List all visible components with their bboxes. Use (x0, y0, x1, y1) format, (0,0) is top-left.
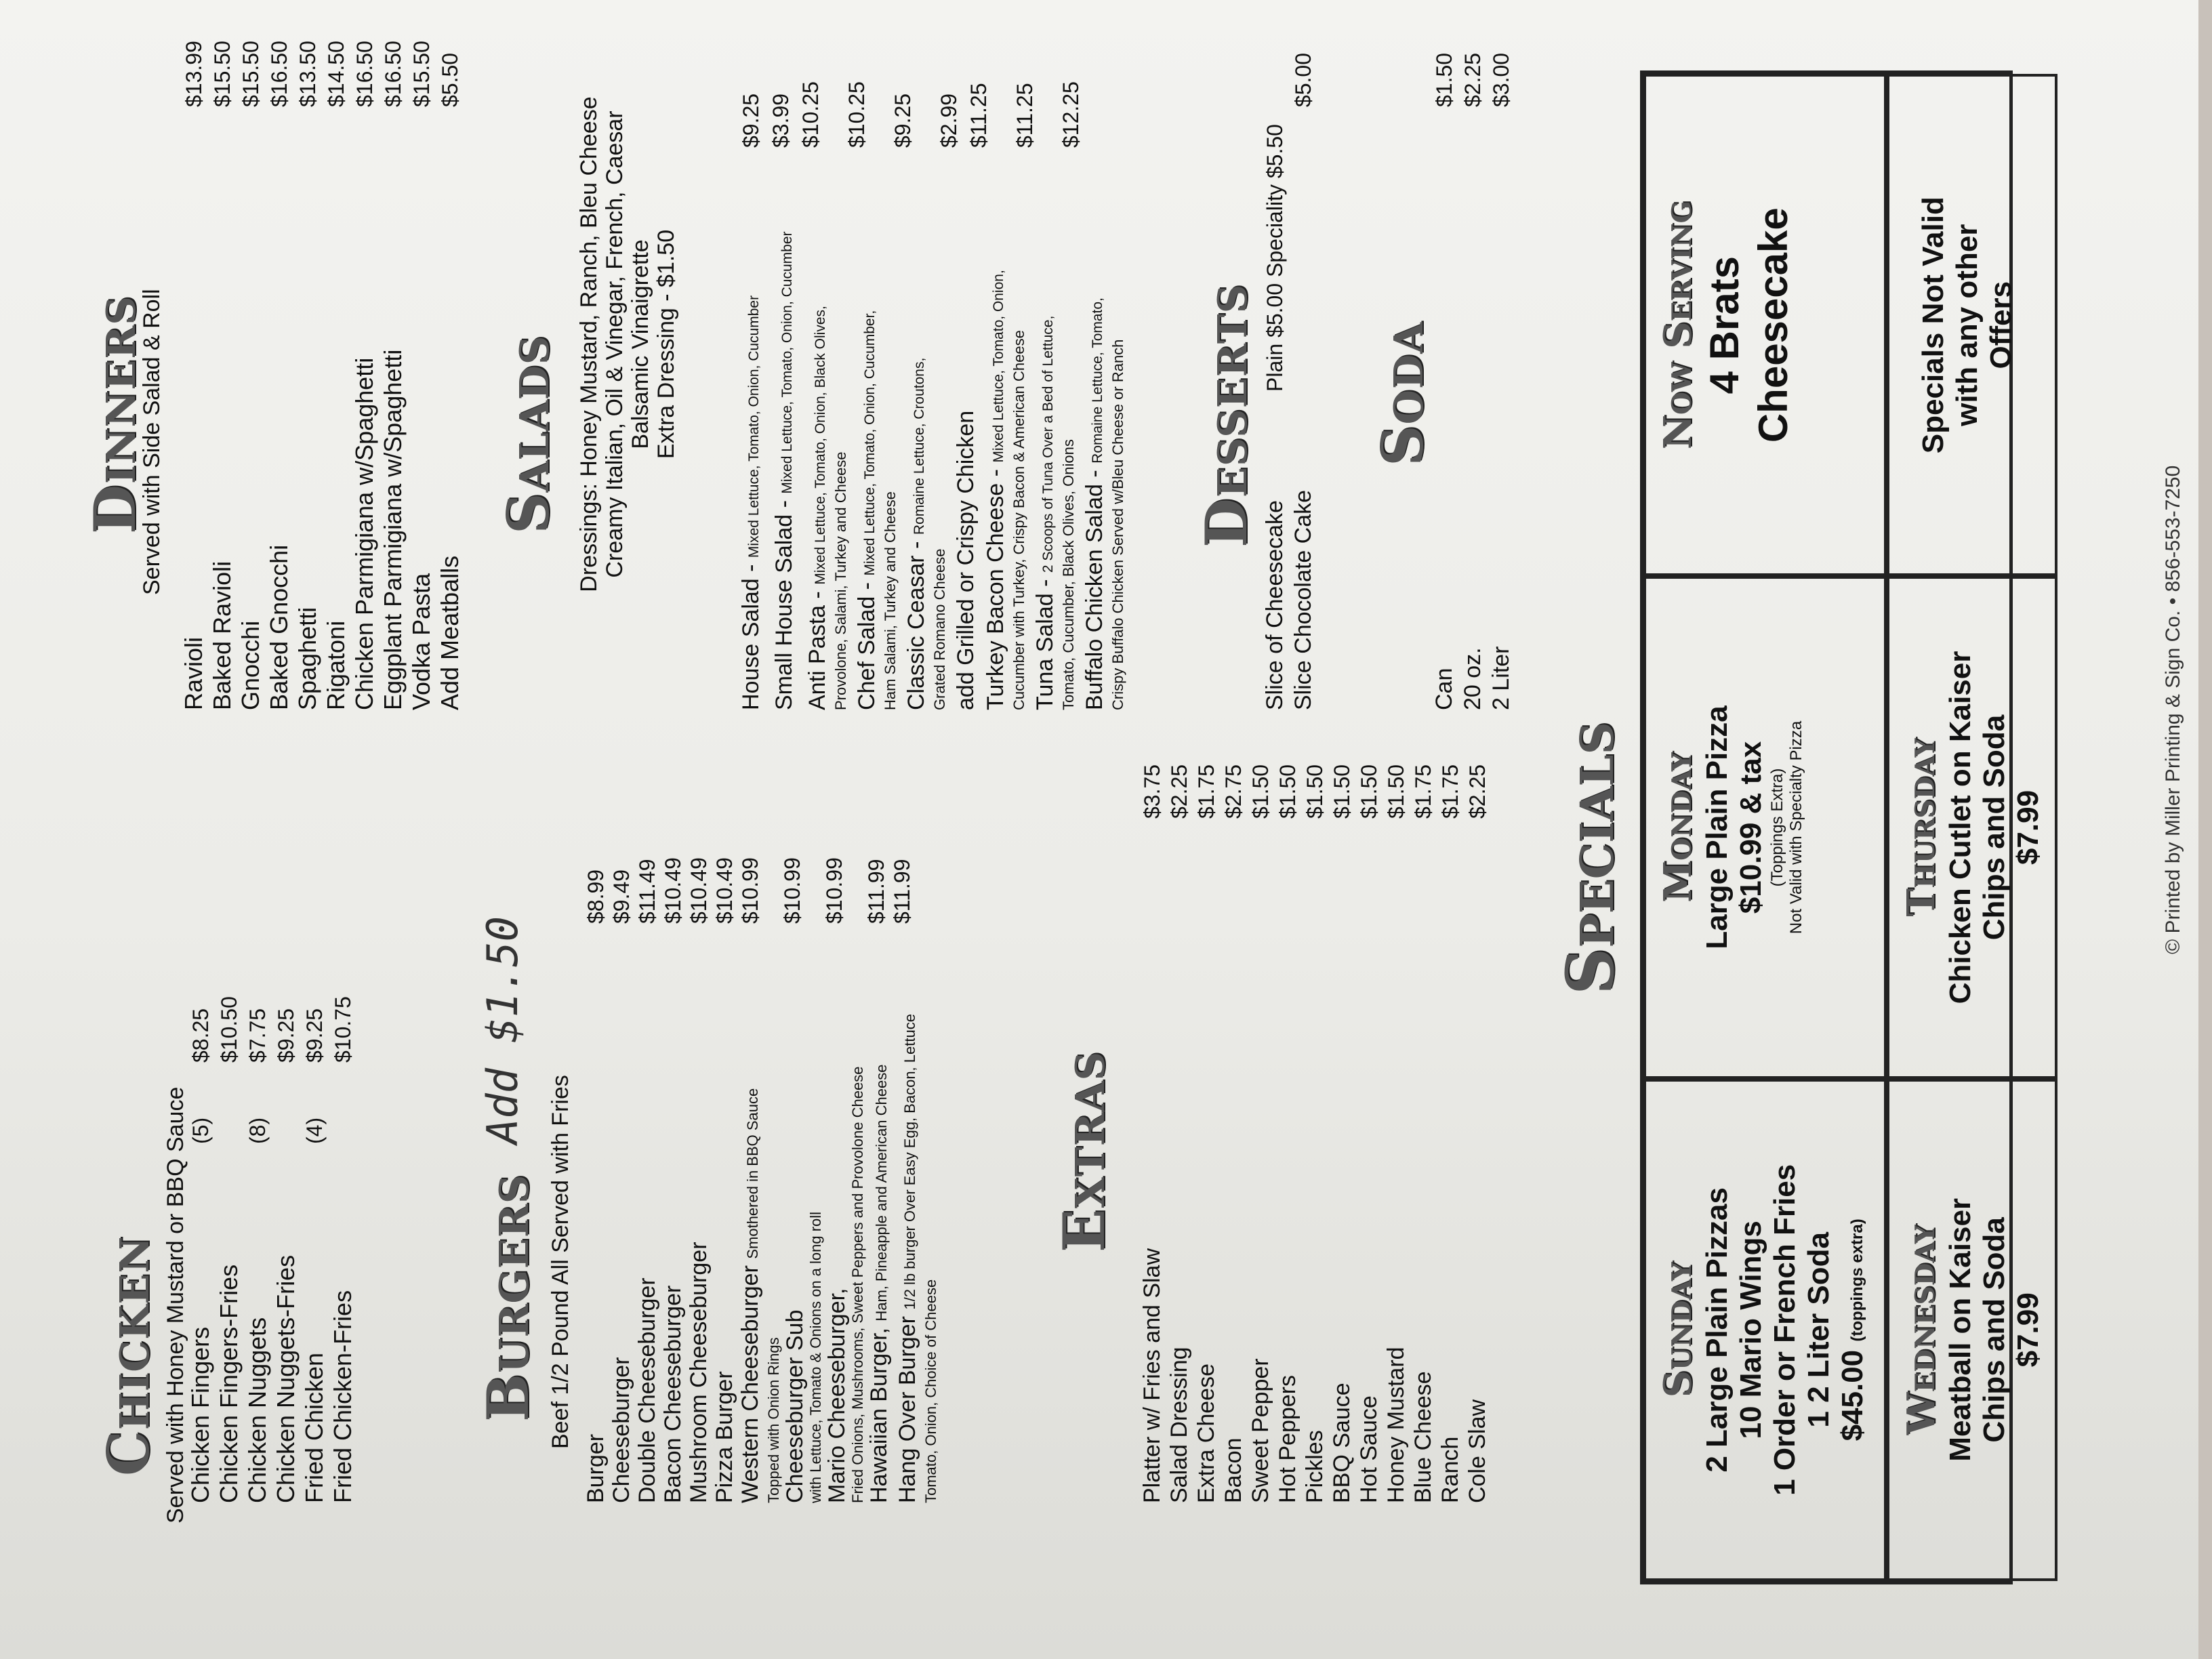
list-item: Turkey Bacon Cheese - Mixed Lettuce, Tomato, Onion, Cucumber with Turkey, Crispy Bacon & American Cheese (983, 270, 1027, 710)
extras-list (1139, 1083, 1491, 1503)
chicken-counts: (5) (8) (4) (188, 1117, 327, 1144)
list-item: Classic Ceasar - Romaine Lettuce, Croutons, Grated Romano Cheese (903, 357, 948, 710)
chicken-list (186, 1205, 357, 1503)
list-item: Ranch (1437, 1436, 1463, 1503)
list-item: Eggplant Parmigiana w/Spaghetti (379, 349, 407, 710)
list-item: Chicken Fingers-Fries (215, 1264, 243, 1503)
list-item: Small House Salad - Mixed Lettuce, Tomato, Onion, Cucumber (771, 231, 797, 710)
list-item: Pizza Burger (712, 1371, 737, 1503)
list-item: Anti Pasta - Mixed Lettuce, Tomato, Onion, Black Olives, Provolone, Salami, Turkey and Cheese (804, 306, 849, 710)
list-item: Chicken Nuggets-Fries (272, 1254, 300, 1503)
list-item: Honey Mustard (1383, 1347, 1409, 1503)
special-monday: Monday Large Plain Pizza $10.99 & tax (Toppings Extra) Not Valid with Specialty Pizza (1643, 576, 1887, 1078)
list-item: Hot Sauce (1356, 1395, 1382, 1503)
list-item: Chicken Parmigiana w/Spaghetti (350, 357, 378, 710)
list-item: Bacon (1221, 1437, 1246, 1503)
list-item: Western Cheeseburger Smothered in BBQ Sauce Topped with Onion Rings (737, 1088, 782, 1503)
burgers-list (583, 947, 939, 1503)
list-item: Add Meatballs (436, 555, 464, 710)
salads-list (739, 182, 1132, 710)
list-item: Slice Chocolate Cake (1290, 489, 1316, 710)
list-item: Chicken Nuggets (243, 1317, 271, 1503)
soda-heading: Soda (1369, 322, 1436, 466)
list-item: Platter w/ Fries and Slaw (1139, 1248, 1165, 1503)
dinners-heading: Dinners (81, 295, 148, 534)
soda-list (1430, 507, 1515, 710)
printer-credit: © Printed by Miller Printing & Sign Co. • 856-553-7250 (2162, 465, 2184, 954)
list-item: Rigatoni (322, 620, 350, 710)
list-item: BBQ Sauce (1329, 1382, 1355, 1503)
list-item: Hot Peppers (1275, 1375, 1300, 1503)
special-now-serving: Now Serving 4 Brats Cheesecake (1643, 74, 1887, 576)
list-item: Hang Over Burger 1/2 lb burger Over Easy Egg, Bacon, Lettuce Tomato, Onion, Choice of Cheese (895, 1014, 939, 1503)
list-item: Can (1431, 668, 1457, 710)
desserts-prices: Plain $5.00 Speciality $5.50 $5.00 (1263, 53, 1315, 392)
burgers-subtitle: Beef 1/2 Pound All Served with Fries (548, 1075, 573, 1449)
specials-heading: Specials (1552, 722, 1629, 995)
list-item: House Salad - Mixed Lettuce, Tomato, Onion, Cucumber (738, 295, 764, 710)
specials-notice: Specials Not Valid with any other Offers (1887, 74, 2057, 576)
list-item: Buffalo Chicken Salad - Romaine Lettuce, Tomato, Crispy Buffalo Chicken Served w/Bleu Cheese or Ranch (1082, 298, 1126, 710)
special-wednesday: Wednesday Meatball on Kaiser Chips and Soda $7.99 (1887, 1079, 2057, 1581)
desserts-heading: Desserts (1193, 283, 1260, 548)
dinners-list (180, 349, 464, 710)
list-item: Cheeseburger Sub with Lettuce, Tomato & Onions on a long roll (782, 1211, 824, 1503)
handwritten-note: Add $1.50 (478, 916, 527, 1144)
list-item: Gnocchi (237, 620, 264, 710)
list-item: Blue Cheese (1410, 1371, 1436, 1503)
list-item: Fried Chicken (300, 1352, 328, 1503)
list-item: 2 Liter (1488, 646, 1514, 710)
list-item: add Grilled or Crispy Chicken (953, 410, 979, 710)
list-item: Ravioli (180, 636, 207, 710)
extras-prices: $3.75 $2.25 $1.75 $2.75 $1.50 $1.50 $1.50 $1.50 $1.50 $1.50 $1.75 $1.75 $2.25 (1140, 764, 1490, 819)
list-item: Fried Chicken-Fries (329, 1290, 356, 1503)
list-item: 20 oz. (1460, 647, 1486, 710)
list-item: Salad Dressing (1166, 1347, 1192, 1503)
list-item: Chef Salad - Mixed Lettuce, Tomato, Onion, Cucumber, Ham Salami, Turkey and Cheese (854, 310, 899, 710)
salads-heading: Salads (495, 335, 562, 534)
specials-table (1640, 70, 2045, 1584)
table-edge (2198, 0, 2212, 1659)
list-item: Pickles (1302, 1430, 1328, 1503)
list-item: Burger (583, 1433, 609, 1503)
list-item: Bacon Cheeseburger (660, 1285, 686, 1503)
burgers-heading: Burgers (474, 1174, 541, 1422)
list-item: Tuna Salad - 2 Scoops of Tuna Over a Bed of Lettuce, Tomato, Cucumber, Black Olives, Onions (1032, 315, 1077, 710)
salads-prices: $9.25 $3.99 $10.25 $10.25 $9.25 $2.99 $11.25 $11.25 $12.25 (739, 81, 1083, 148)
list-item: Cheeseburger (609, 1357, 634, 1503)
list-item: Baked Gnocchi (265, 544, 293, 710)
list-item: Extra Cheese (1193, 1364, 1219, 1503)
list-item: Double Cheeseburger (634, 1277, 660, 1503)
dinners-prices: $13.99 $15.50 $15.50 $16.50 $13.50 $14.50 $16.50 $16.50 $15.50 $5.50 (182, 41, 462, 107)
list-item: Cole Slaw (1465, 1399, 1490, 1503)
list-item: Sweet Pepper (1248, 1358, 1273, 1503)
special-sunday: Sunday 2 Large Plain Pizzas 10 Mario Wings 1 Order or French Fries 1 2 Liter Soda $45.00 (toppings extra) (1643, 1079, 1887, 1581)
dressings-block: Dressings: Honey Mustard, Ranch, Bleu Cheese Creamy Italian, Oil & Vinegar, French, Caesar Balsamic Vinaigrette Extra Dressing - $1.50 (576, 96, 679, 592)
list-item: Baked Ravioli (208, 560, 236, 710)
list-item: Slice of Cheesecake (1262, 500, 1288, 710)
list-item: Hawaiian Burger, Ham, Pineapple and American Cheese (866, 1064, 892, 1503)
dinners-subtitle: Served with Side Salad & Roll (139, 289, 165, 595)
burgers-prices: $8.99 $9.49 $11.49 $10.49 $10.49 $10.49 $10.99 $10.99 $10.99 $11.99 $11.99 (583, 857, 914, 924)
special-thursday: Thursday Chicken Cutlet on Kaiser Chips and Soda $7.99 (1887, 576, 2057, 1078)
list-item: Vodka Pasta (407, 573, 435, 710)
extras-heading: Extras (1050, 1050, 1118, 1252)
list-item: Spaghetti (293, 607, 321, 710)
chicken-heading: Chicken (95, 1235, 162, 1476)
desserts-list (1261, 398, 1317, 710)
chicken-subtitle: Served with Honey Mustard or BBQ Sauce (163, 1086, 188, 1523)
list-item: Chicken Fingers (186, 1326, 214, 1503)
list-item: Mario Cheeseburger, Fried Onions, Mushrooms, Sweet Peppers and Provolone Cheese (824, 1066, 866, 1503)
soda-prices: $1.50 $2.25 $3.00 (1432, 52, 1513, 107)
list-item: Mushroom Cheeseburger (686, 1242, 712, 1503)
chicken-prices: $8.25 $10.50 $7.75 $9.25 $9.25 $10.75 (188, 996, 355, 1063)
